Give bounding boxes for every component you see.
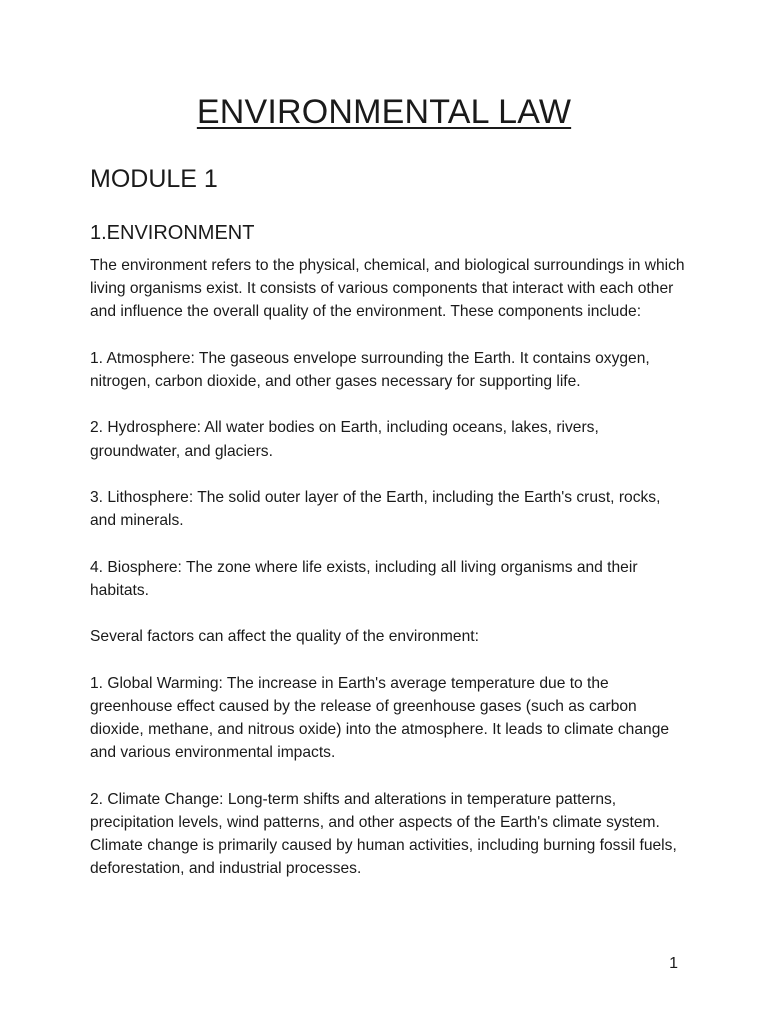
section-heading: 1.ENVIRONMENT bbox=[90, 222, 255, 244]
intro-paragraph: The environment refers to the physical, chemical, and biological surroundings in which living organisms exist. It consists of various components that interact with each other and influence the overall quality of the environment. These components include: bbox=[90, 257, 685, 321]
page-number: 1 bbox=[669, 955, 678, 972]
document-title: ENVIRONMENTAL LAW bbox=[196, 93, 572, 131]
list-item-atmosphere: 1. Atmosphere: The gaseous envelope surrounding the Earth. It contains oxygen, nitrogen, carbon dioxide, and other gases necessary for supporting life. bbox=[90, 349, 650, 390]
list-item-hydrosphere: 2. Hydrosphere: All water bodies on Earth, including oceans, lakes, rivers, groundwater, and glaciers. bbox=[90, 419, 599, 460]
list-item-lithosphere: 3. Lithosphere: The solid outer layer of the Earth, including the Earth's crust, rocks, and minerals. bbox=[90, 488, 661, 530]
module-heading: MODULE 1 bbox=[90, 165, 218, 193]
list-item-biosphere: 4. Biosphere: The zone where life exists, including all living organisms and their habitats. bbox=[90, 558, 638, 599]
factors-intro-paragraph: Several factors can affect the quality of the environment: bbox=[90, 628, 479, 646]
body-text bbox=[90, 254, 685, 904]
list-item-global-warming: 1. Global Warming: The increase in Earth's average temperature due to the greenhouse effect caused by the release of greenhouse gases (such as carbon dioxide, methane, and nitrous oxide) into the atmosphere. It leads to climate change and various environmental impacts. bbox=[90, 674, 670, 762]
list-item-climate-change: 2. Climate Change: Long-term shifts and alterations in temperature patterns, precipitation levels, wind patterns, and other aspects of the Earth's climate system. Climate change is primarily caused by human activities, including burning fossil fuels, deforestation, and industrial processes. bbox=[90, 790, 677, 878]
